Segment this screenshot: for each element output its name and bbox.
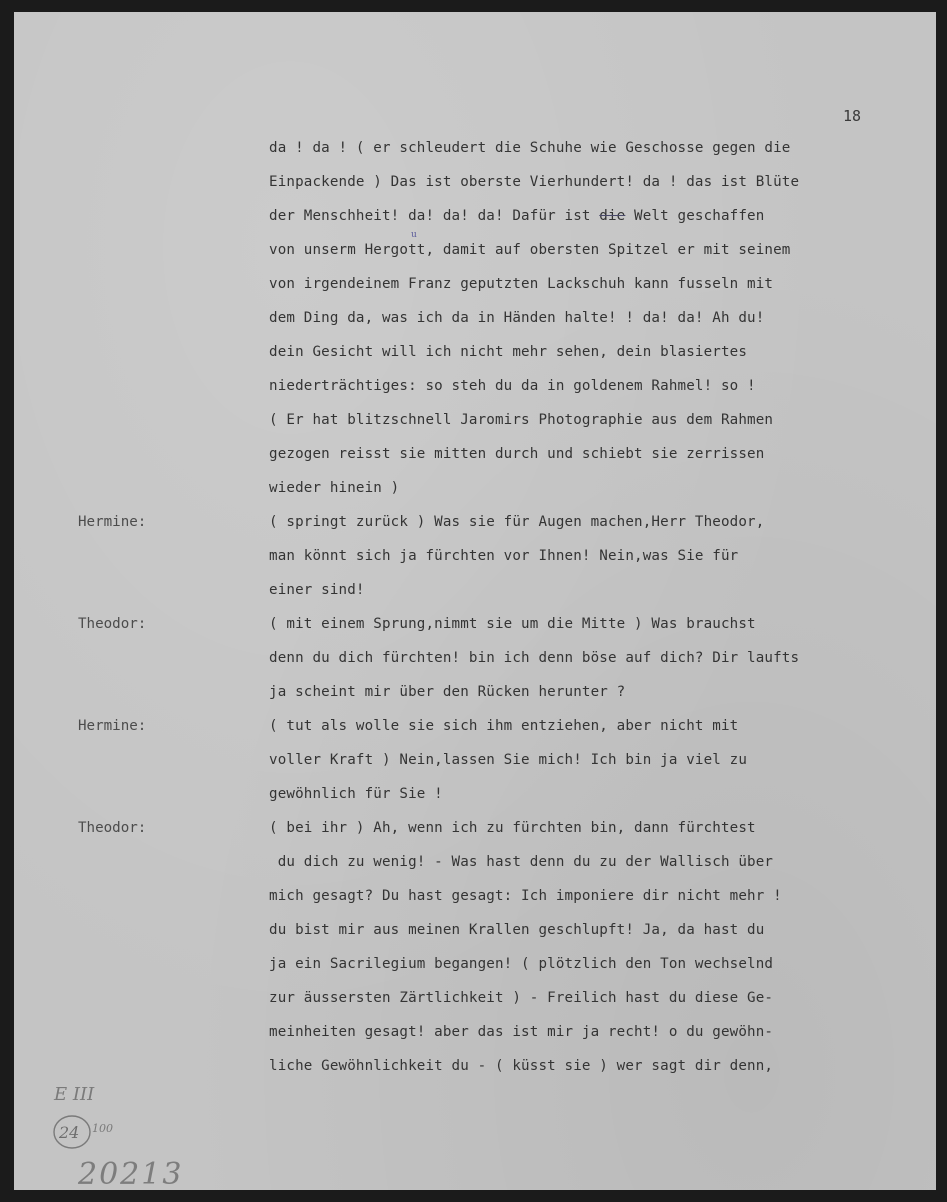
text-line: ja ein Sacrilegium begangen! ( plötzlich den Ton wechselnd xyxy=(269,956,774,972)
speaker-label: Theodor: xyxy=(78,820,147,836)
text-line: Einpackende ) Das ist oberste Vierhundert! da ! das ist Blüte xyxy=(269,174,800,190)
text-line: von unserm Hergott, damit auf obersten Spitzel er mit seinem xyxy=(269,242,791,258)
text-line: niederträchtiges: so steh du da in goldenem Rahmel! so ! xyxy=(269,378,756,394)
text-line: voller Kraft ) Nein,lassen Sie mich! Ich bin ja viel zu xyxy=(269,752,748,768)
text-line: ( mit einem Sprung,nimmt sie um die Mitte ) Was brauchst xyxy=(269,616,756,632)
text-line: ( bei ihr ) Ah, wenn ich zu fürchten bin, dann fürchtest xyxy=(269,820,756,836)
text-line: einer sind! xyxy=(269,582,365,598)
text-line: wieder hinein ) xyxy=(269,480,400,496)
text-line: ja scheint mir über den Rücken herunter ? xyxy=(269,684,626,700)
archive-stamp-icon xyxy=(44,1072,214,1202)
page-number: 18 xyxy=(843,107,862,125)
text-line: denn du dich fürchten! bin ich denn böse auf dich? Dir laufts xyxy=(269,650,800,666)
text-line: dem Ding da, was ich da in Händen halte! ! da! da! Ah du! xyxy=(269,310,765,326)
text-line: zur äussersten Zärtlichkeit ) - Freilich hast du diese Ge- xyxy=(269,990,774,1006)
text-line: ( Er hat blitzschnell Jaromirs Photographie aus dem Rahmen xyxy=(269,412,774,428)
text-line: man könnt sich ja fürchten vor Ihnen! Nein,was Sie für xyxy=(269,548,739,564)
text-line: du bist mir aus meinen Krallen geschlupft! Ja, da hast du xyxy=(269,922,765,938)
text-line xyxy=(269,208,764,224)
text-line: mich gesagt? Du hast gesagt: Ich imponiere dir nicht mehr ! xyxy=(269,888,782,904)
archive-signature-text: E III xyxy=(54,1084,95,1105)
text-line: dein Gesicht will ich nicht mehr sehen, dein blasiertes xyxy=(269,344,748,360)
struck-word: die xyxy=(599,208,626,224)
text-line: gewöhnlich für Sie ! xyxy=(269,786,443,802)
archive-circle-text: 24 xyxy=(59,1123,80,1142)
text-line: da ! da ! ( er schleudert die Schuhe wie Geschosse gegen die xyxy=(269,140,791,156)
speaker-label: Theodor: xyxy=(78,616,147,632)
handwritten-correction-mark: u xyxy=(411,230,417,240)
speaker-label: Hermine: xyxy=(78,718,147,734)
archive-sub-text: 100 xyxy=(92,1122,113,1135)
text-line: ( tut als wolle sie sich ihm entziehen, aber nicht mit xyxy=(269,718,739,734)
text-line: liche Gewöhnlichkeit du - ( küsst sie ) wer sagt dir denn, xyxy=(269,1058,774,1074)
text-line: du dich zu wenig! - Was hast denn du zu der Wallisch über xyxy=(269,854,774,870)
typescript-page xyxy=(14,12,936,1190)
text-line: ( springt zurück ) Was sie für Augen machen,Herr Theodor, xyxy=(269,514,765,530)
text-segment: Welt geschaffen xyxy=(625,208,765,224)
text-line: gezogen reisst sie mitten durch und schiebt sie zerrissen xyxy=(269,446,765,462)
text-segment: der Menschheit! da! da! da! Dafür ist xyxy=(269,208,600,224)
text-line: meinheiten gesagt! aber das ist mir ja recht! o du gewöhn- xyxy=(269,1024,774,1040)
archive-number-text: 20213 xyxy=(78,1157,184,1192)
speaker-label: Hermine: xyxy=(78,514,147,530)
text-line: von irgendeinem Franz geputzten Lackschuh kann fusseln mit xyxy=(269,276,774,292)
